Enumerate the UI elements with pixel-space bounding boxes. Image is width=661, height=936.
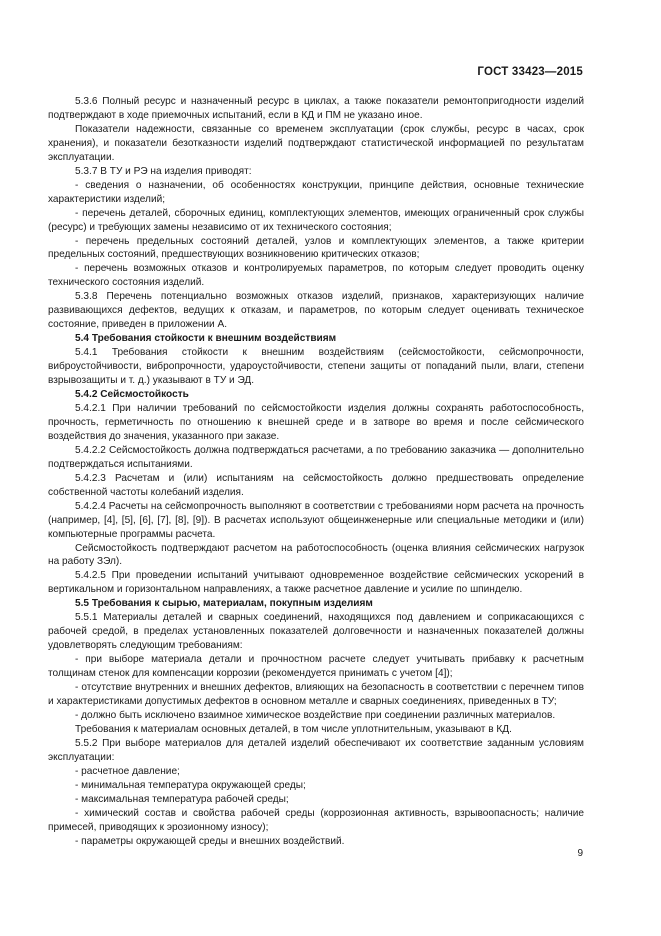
paragraph: - перечень возможных отказов и контролируемых параметров, по которым следует проводить оценку технического состояния изделий. [48, 263, 584, 289]
document-header: ГОСТ 33423—2015 [477, 66, 583, 78]
paragraph: Требования к материалам основных деталей, в том числе уплотнительным, указывают в КД. [75, 723, 512, 735]
paragraph: Показатели надежности, связанные со временем эксплуатации (срок службы, ресурс в часах, срок хранения), и показатели безотказности изделий подтверждают статистической информацией по результатам эксплуатации. [48, 123, 584, 163]
page-number: 9 [577, 848, 583, 859]
document-body [48, 95, 584, 848]
paragraph: - перечень предельных состояний деталей, узлов и комплектующих элементов, а также критерии предельных состояний, предшествующих возникновению критических отказов; [48, 235, 584, 261]
paragraph: 5.4.2.1 При наличии требований по сейсмостойкости изделия должны сохранять работоспособность, прочность, герметичность по отношению к внешней среде и в затворе во время и после сейсмического воздействия до значения, указанного при заказе. [48, 402, 584, 442]
paragraph: Сейсмостойкость подтверждают расчетом на работоспособность (оценка влияния сейсмических нагрузок на работу ЗЭл). [48, 542, 584, 568]
paragraph: - должно быть исключено взаимное химическое воздействие при соединении различных материалов. [75, 709, 556, 721]
paragraph: - расчетное давление; [75, 765, 180, 777]
paragraph: 5.4.2.4 Расчеты на сейсмопрочность выполняют в соответствии с требованиями норм расчета на прочность (например, [4], [5], [6], [7], [8], [9]). В расчетах используют общеинженерные или специальные методики и (или) компьютерные программы расчета. [48, 500, 584, 540]
paragraph: - сведения о назначении, об особенностях конструкции, принципе действия, основные технические характеристики изделий; [48, 179, 584, 205]
paragraph: - при выборе материала детали и прочностном расчете следует учитывать прибавку к расчетным толщинам стенок для компенсации коррозии (рекомендуется принимать с учетом [4]); [48, 654, 584, 680]
paragraph: 5.3.8 Перечень потенциально возможных отказов изделий, признаков, характеризующих наличие развивающихся дефектов, ведущих к отказам, и параметров, по которым следует оценивать техническое состояние, приведен в приложении А. [48, 291, 584, 331]
paragraph: - максимальная температура рабочей среды; [75, 793, 289, 805]
paragraph: - отсутствие внутренних и внешних дефектов, влияющих на безопасность в соответствии с перечнем типов и характеристиками допустимых дефектов в основном металле и сварных соединениях, приведенных в ТУ; [48, 682, 584, 707]
paragraph: 5.3.6 Полный ресурс и назначенный ресурс в циклах, а также показатели ремонтопригодности изделий подтверждают в ходе приемочных испытаний, если в КД и ПМ не указано иное. [48, 96, 584, 121]
paragraph: 5.4.1 Требования стойкости к внешним воздействиям (сейсмостойкости, сейсмопрочности, виброустойчивости, вибропрочности, удароустойчивости, степени защиты от попаданий пыли, влаги, степени взрывозащиты и т. д.) указывают в ТУ и ЭД. [48, 347, 584, 387]
paragraph: 5.5.2 При выборе материалов для деталей изделий обеспечивают их соответствие заданным условиям эксплуатации: [48, 737, 584, 763]
paragraph: 5.4.2.5 При проведении испытаний учитывают одновременное воздействие сейсмических ускорений в вертикальном и горизонтальном направлениях, а также расчетное давление и усилие по шпинделю. [48, 570, 584, 596]
paragraph: 5.3.7 В ТУ и РЭ на изделия приводят: [75, 165, 252, 177]
paragraph: - химический состав и свойства рабочей среды (коррозионная активность, взрывоопасность; наличие примесей, приводящих к эрозионному износу); [48, 807, 584, 833]
section-heading: 5.4.2 Сейсмостойкость [75, 389, 189, 401]
paragraph: 5.4.2.3 Расчетам и (или) испытаниям на сейсмостойкость должно предшествовать определение собственной частоты колебаний изделия. [48, 472, 584, 498]
section-heading: 5.5 Требования к сырью, материалам, покупным изделиям [75, 598, 373, 610]
section-heading: 5.4 Требования стойкости к внешним воздействиям [75, 333, 337, 345]
paragraph: - параметры окружающей среды и внешних воздействий. [75, 835, 345, 847]
paragraph: 5.5.1 Материалы деталей и сварных соединений, находящихся под давлением и соприкасающихся с рабочей средой, в пределах установленных показателей долговечности и назначенных показателей должны удовлетворять следующим требованиям: [48, 612, 584, 652]
paragraph: - перечень деталей, сборочных единиц, комплектующих элементов, имеющих ограниченный срок службы (ресурс) и требующих замены независимо от их технического состояния; [48, 207, 584, 233]
paragraph: 5.4.2.2 Сейсмостойкость должна подтверждаться расчетами, а по требованию заказчика — дополнительно подтверждаться испытаниями. [48, 444, 584, 470]
paragraph: - минимальная температура окружающей среды; [75, 779, 306, 791]
